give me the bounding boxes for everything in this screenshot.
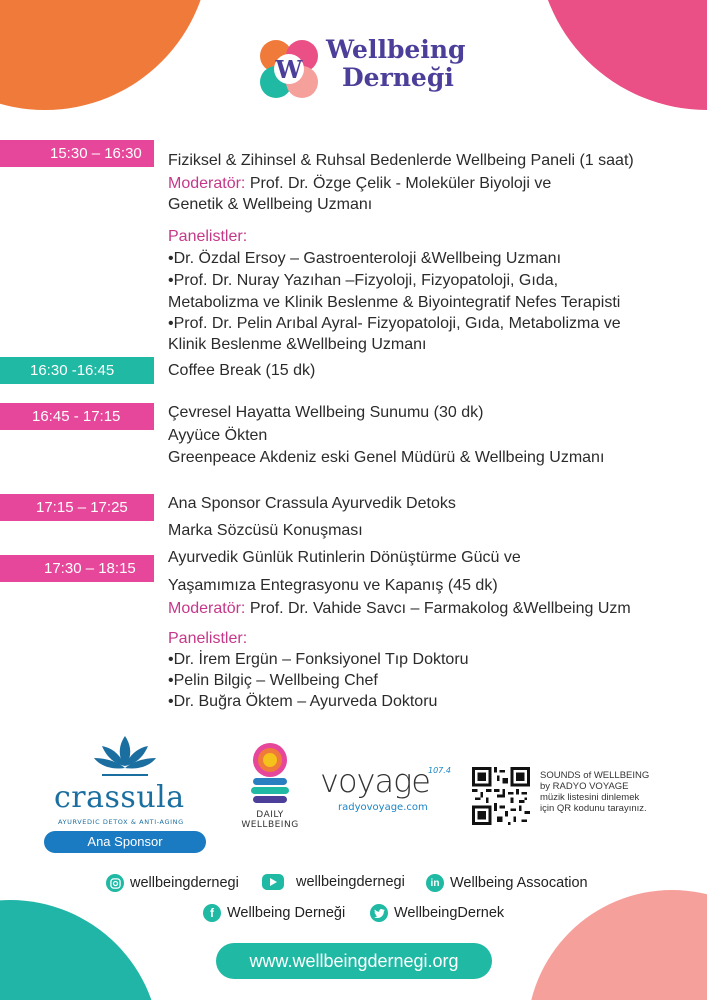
daily-wellbeing-icon [245, 742, 295, 808]
qr-code[interactable] [472, 767, 530, 825]
moderator-name: Prof. Dr. Vahide Savcı – Farmakolog &Wellbeing Uzm [245, 600, 631, 617]
sounds-of-wellbeing-text [540, 770, 649, 814]
session-1-panelist-2b: Metabolizma ve Klinik Beslenme & Biyointegratif Nefes Terapisti [168, 294, 621, 311]
session-5-panelist-2: •Pelin Bilgiç – Wellbeing Chef [168, 672, 378, 689]
voyage-url[interactable]: radyovoyage.com [338, 802, 428, 813]
decor-circle-bottom-right [527, 890, 707, 1000]
time-badge-1: 15:30 – 16:30 [0, 140, 154, 167]
session-1-panelist-1: •Dr. Özdal Ersoy – Gastroenteroloji &Wellbeing Uzmanı [168, 250, 562, 267]
decor-circle-top-right [537, 0, 707, 110]
session-1-moderator-cont: Genetik & Wellbeing Uzmanı [168, 196, 373, 213]
daily-label-1: DAILY [256, 810, 284, 820]
session-1-panelist-3b: Klinik Beslenme &Wellbeing Uzmanı [168, 336, 427, 353]
decor-circle-bottom-left [0, 900, 160, 1000]
lotus-icon [92, 732, 158, 780]
decor-circle-top-left [0, 0, 210, 110]
brand-line-1: Wellbeing [326, 35, 466, 64]
session-5-panelist-1: •Dr. İrem Ergün – Fonksiyonel Tıp Doktoru [168, 651, 469, 668]
social-instagram[interactable] [106, 874, 239, 892]
radyo-voyage-logo [320, 762, 460, 822]
session-3-speaker: Ayyüce Ökten [168, 427, 268, 444]
session-5-title: Ayurvedik Günlük Rutinlerin Dönüştürme Gücü ve [168, 549, 521, 566]
moderator-name: Prof. Dr. Özge Çelik - Moleküler Biyoloji ve [245, 175, 552, 192]
session-3-speaker-title: Greenpeace Akdeniz eski Genel Müdürü & Wellbeing Uzmanı [168, 449, 605, 466]
moderator-label: Moderatör: [168, 600, 246, 617]
session-5-panelist-3: •Dr. Buğra Öktem – Ayurveda Doktoru [168, 693, 438, 710]
voyage-brand: voyage [320, 762, 430, 800]
session-5-moderator [168, 598, 631, 619]
session-1-title: Fiziksel & Zihinsel & Ruhsal Bedenlerde Wellbeing Paneli (1 saat) [168, 152, 634, 169]
facebook-icon: f [203, 904, 221, 922]
daily-wellbeing-logo [240, 742, 300, 842]
session-5-title-cont: Yaşamımıza Entegrasyonu ve Kapanış (45 dk) [168, 577, 498, 594]
wellbeing-logo [256, 36, 466, 102]
youtube-handle[interactable]: wellbeingdernegi [296, 874, 405, 890]
logo-letter: W [275, 55, 303, 84]
social-facebook[interactable] [203, 904, 345, 922]
session-2-title: Coffee Break (15 dk) [168, 362, 316, 379]
time-badge-4: 17:15 – 17:25 [0, 494, 154, 521]
time-badge-2: 16:30 -16:45 [0, 357, 154, 384]
social-youtube[interactable] [262, 874, 405, 890]
crassula-logo [44, 732, 206, 854]
brand-line-2: Derneği [342, 63, 454, 92]
facebook-handle[interactable]: Wellbeing Derneği [227, 905, 346, 921]
linkedin-handle[interactable]: Wellbeing Assocation [450, 875, 588, 891]
daily-label-2: WELLBEING [241, 820, 299, 830]
session-1-panelist-2a: •Prof. Dr. Nuray Yazıhan –Fizyoloji, Fizyopatoloji, Gıda, [168, 272, 559, 289]
session-1-panelists-label: Panelistler: [168, 228, 248, 245]
moderator-label: Moderatör: [168, 175, 246, 192]
instagram-icon [106, 874, 124, 892]
session-4-subtitle: Marka Sözcüsü Konuşması [168, 522, 363, 539]
sponsors-row [0, 730, 707, 860]
voyage-frequency: 107.4 [428, 766, 451, 775]
youtube-icon [262, 874, 284, 890]
session-1-panelist-3a: •Prof. Dr. Pelin Arıbal Ayral- Fizyopatoloji, Gıda, Metabolizma ve [168, 315, 621, 332]
session-3-title: Çevresel Hayatta Wellbeing Sunumu (30 dk) [168, 404, 484, 421]
main-sponsor-badge: Ana Sponsor [44, 831, 206, 853]
linkedin-icon: in [426, 874, 444, 892]
wellbeing-logo-mark [256, 36, 322, 102]
session-1-moderator [168, 173, 551, 194]
instagram-handle[interactable]: wellbeingdernegi [130, 875, 239, 891]
time-badge-5: 17:30 – 18:15 [0, 555, 154, 582]
session-4-title: Ana Sponsor Crassula Ayurvedik Detoks [168, 495, 456, 512]
social-twitter[interactable] [370, 904, 504, 922]
session-5-panelists-label: Panelistler: [168, 630, 248, 647]
crassula-subtitle: AYURVEDIC DETOX & ANTI-AGING [58, 818, 184, 826]
website-link[interactable]: www.wellbeingdernegi.org [216, 943, 492, 979]
sounds-line-1: SOUNDS of WELLBEING [540, 770, 650, 781]
time-badge-3: 16:45 - 17:15 [0, 403, 154, 430]
social-linkedin[interactable] [426, 874, 588, 892]
sounds-line-2: by RADYO VOYAGE [540, 781, 629, 792]
sounds-line-3: müzik listesini dinlemek [540, 792, 640, 803]
sounds-line-4: için QR kodunu tarayınız. [540, 803, 647, 814]
twitter-icon [370, 904, 388, 922]
crassula-name: crassula [54, 780, 185, 815]
twitter-handle[interactable]: WellbeingDernek [394, 905, 505, 921]
